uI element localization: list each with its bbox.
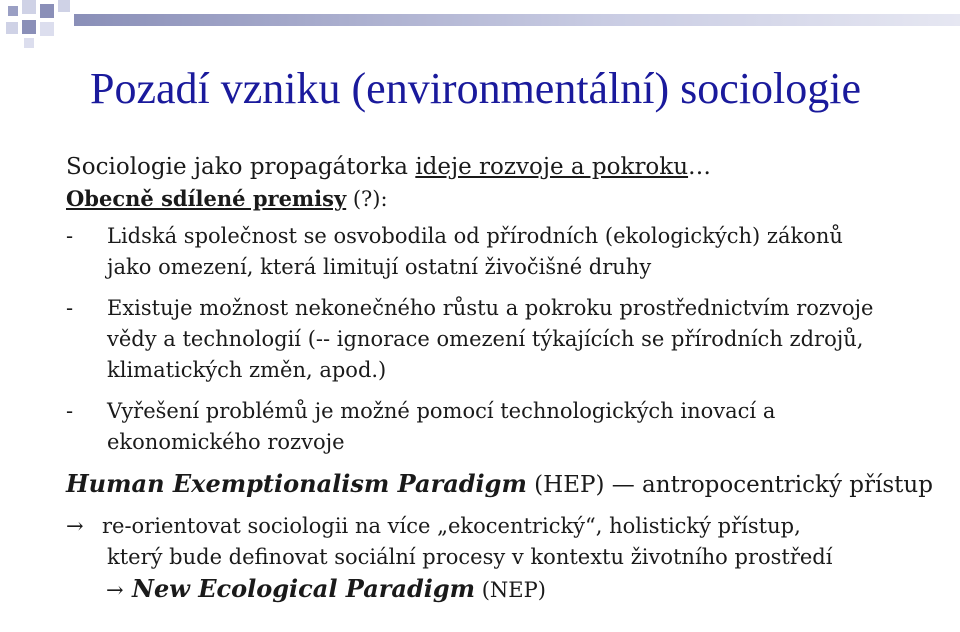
nep-rest: (NEP)	[475, 578, 546, 602]
reorient-line-2: který bude definovat sociální procesy v kontextu životního prostředí	[107, 545, 833, 569]
deco-square	[24, 38, 34, 48]
bullet-text: Lidská společnost se osvobodila od přírodních (ekologických) zákonů	[107, 224, 843, 248]
bullet-1-line-1	[66, 221, 946, 252]
hep-name: Human Exemptionalism Paradigm	[66, 469, 527, 498]
deco-square	[22, 0, 36, 14]
deco-square	[58, 0, 70, 12]
hep-line	[66, 468, 946, 501]
premises-suffix: (?):	[346, 187, 388, 211]
bullet-text: Vyřešení problémů je možné pomocí technologických inovací a	[107, 399, 776, 423]
nep-line	[66, 573, 946, 606]
intro-line	[66, 152, 946, 183]
deco-square	[40, 4, 54, 18]
nep-name: New Ecological Paradigm	[132, 574, 476, 603]
hep-rest: (HEP) — antropocentrický přístup	[526, 472, 933, 498]
intro-prefix: Sociologie jako propagátorka	[66, 154, 416, 180]
bullet-marker: -	[66, 224, 74, 248]
deco-square	[22, 20, 36, 34]
deco-square	[8, 6, 18, 16]
intro-suffix: …	[688, 154, 712, 180]
bullet-3-line-2: ekonomického rozvoje	[107, 430, 345, 454]
bullet-2-line-2: vědy a technologií (-- ignorace omezení týkajících se přírodních zdrojů,	[107, 327, 864, 351]
arrow-right-icon: →	[106, 578, 124, 602]
intro-link[interactable]: ideje rozvoje a pokroku	[415, 154, 689, 180]
bullet-2-line-1	[66, 293, 946, 324]
reorient-text-1: re-orientovat sociologii na více „ekocentrický“, holistický přístup,	[102, 514, 801, 538]
bullet-marker: -	[66, 296, 74, 320]
deco-square	[40, 22, 54, 36]
deco-square	[6, 22, 18, 34]
bullet-text: Existuje možnost nekonečného růstu a pokroku prostřednictvím rozvoje	[107, 296, 874, 320]
bullet-3-line-1	[66, 396, 946, 427]
arrow-right-icon: →	[66, 514, 84, 538]
header-decoration	[0, 0, 960, 50]
slide-title: Pozadí vzniku (environmentální) sociologie	[90, 64, 862, 113]
bullet-1-line-2: jako omezení, která limitují ostatní živočišné druhy	[107, 255, 652, 279]
bullet-2-line-3: klimatických změn, apod.)	[107, 358, 387, 382]
premises-line	[66, 183, 946, 215]
slide-body	[66, 152, 946, 606]
reorient-line-1	[66, 511, 946, 542]
bullet-marker: -	[66, 399, 74, 423]
deco-bar	[74, 14, 960, 26]
premises-label: Obecně sdílené premisy	[66, 186, 347, 211]
